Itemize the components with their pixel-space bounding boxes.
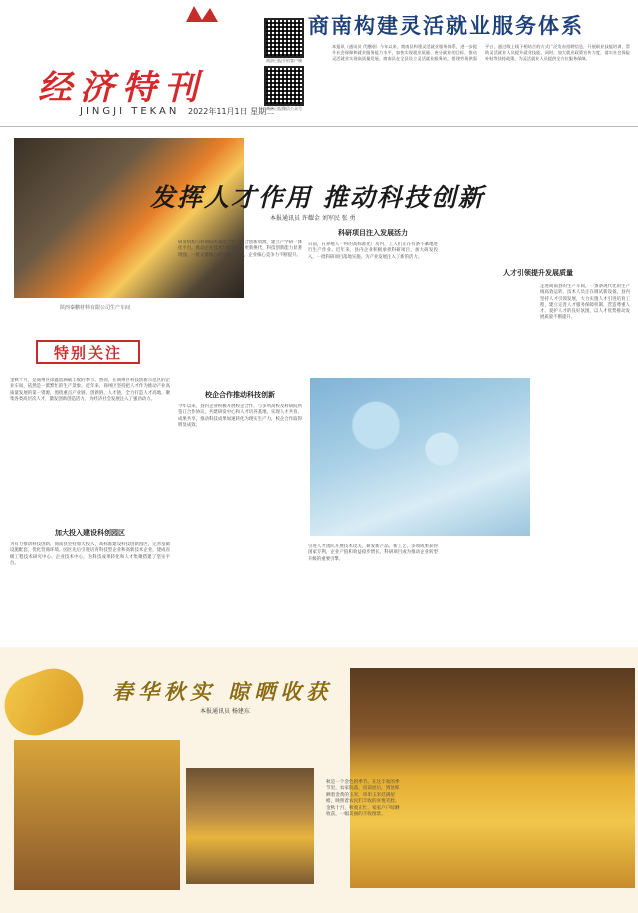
subhead-2: 校企合作推动科技创新 (205, 391, 275, 399)
section-divider (0, 126, 638, 127)
masthead-pinyin: JINGJI TEKAN (80, 106, 180, 117)
top-story-headline: 商南构建灵活就业服务体系 (308, 14, 584, 38)
issue-date: 2022年11月1日 星期二 (188, 107, 275, 116)
feature-col-2b: 今年以来，县内企业积极开展校企合作，与多所高校及科研院所签订合作协议，共建研发中心和人才培养基地，实现人才共育、成果共享，推动科技成果加速转化为现实生产力，校企合作取得明显成效。 (178, 404, 302, 428)
bottom-poem: 秋是一个金色的季节。在这丰收的季节里，农家院落、房前屋后，到处晾晒着金黄的玉米，串串玉米挂满屋檐，映照着农民们丰收的喜悦笑脸。金秋十月，秋收正忙，家家户户晾晒收获，一幅美丽的丰收图景。 (326, 780, 400, 818)
farmer-photo (14, 740, 180, 890)
feature-col-4-top (446, 240, 630, 260)
feature-col-1: 金秋十月，是商州区徐鑫恩满载丰收的季节。然而，在商州区科技创新示范区的企业车间，依然是一派繁忙的生产景象。近年来，商州区坚持把人才作为推动产业高质量发展的第一资源，围绕重点产业链、创新链、人才链，全力打造人才高地，聚集各类高层次人才，激发创新创造活力，为经济社会发展注入了强劲动力。 (10, 378, 170, 402)
subhead-1: 加大投入建设科创园区 (55, 529, 125, 537)
corn-harvest-photo (350, 668, 635, 888)
top-story-body: 本报讯（通讯员 代德刚）今年以来，商南县构建灵活就业服务体系，进一步提升社会保障和就业服务能力水平，加快实现就业质量、充分就业的目标，推动灵活就业实现高质量发展。商南县在全县设立灵活就业服务站，搭建劳务供需平台，通过线上线下相结合的方式广泛发布招聘信息，开展职业技能培训，帮助灵活就业人员提升就业技能。同时，加大就业政策宣传力度，落实社会保险补贴等扶持政策，为灵活就业人员提供全方位服务保障。 (332, 44, 630, 61)
subhead-3: 科研项目注入发展活力 (338, 229, 408, 237)
feature-col-3: 日前，在养殖人一村的高标准化厂房内，工人们正在有条不紊地进行生产作业。近年来，县内企业积极承担科研项目，加大研发投入，一批科研项目落地实施，为产业发展注入了新的活力。 (308, 242, 438, 260)
masthead-title: 经济特刊 (38, 68, 206, 108)
masthead-logo (184, 2, 220, 26)
feature-col-1b: 为有力推动科技创新，商南县坚持加大投入，高标准建设科技创新园区，完善基础设施配套，优化营商环境。园区先后引进培育科技型企业和高新技术企业，建成省级工程技术研究中心、企业技术中心，为科技成果转化和人才集聚搭建了坚实平台。 (10, 542, 170, 566)
bottom-byline: 本报通讯员 杨建东 (200, 708, 250, 715)
bottom-headline: 春华秋实 晾晒收获 (112, 680, 333, 704)
feature-col-3b: 引进人才团队开展技术攻关，研发新产品、新工艺，多项成果获得国家专利，企业产值和效益稳步增长，科研项目成为推动企业转型升级的重要引擎。 (308, 544, 438, 562)
subhead-4: 人才引领提升发展质量 (503, 269, 573, 277)
feature-byline: 本报通讯员 许耀金 刘军民 张 勇 (270, 215, 356, 222)
special-focus-label: 特别关注 (36, 340, 140, 364)
corn-drying-photo (186, 768, 314, 884)
feature-headline: 发挥人才作用 推动科技创新 (150, 183, 485, 212)
lab-photo (310, 378, 530, 536)
photo-caption: 陕西秦鹏材料有限公司生产车间 (60, 305, 131, 311)
qr-code-2: 商洛日报微信公众号 (264, 66, 314, 112)
feature-col-4: 走进商南县的生产车间，一条条现代化的生产线高效运转，技术人员正在调试新设备。县内坚持人才引领发展，大力实施人才引进培育工程，建立完善人才服务保障机制，营造尊重人才、爱护人才的良好氛围，以人才优势推动发展质量不断提升。 (540, 284, 630, 321)
qr-code-1: 商洛日报手机客户端 (264, 18, 314, 64)
feature-col-2: 研发机构与科研院所深度合作，整合创新资源，建立产学研一体化平台，推动企业技术升级和产品更新换代，科技创新能力显著增强，一批关键核心技术取得突破，企业核心竞争力不断提升。 (178, 240, 302, 258)
